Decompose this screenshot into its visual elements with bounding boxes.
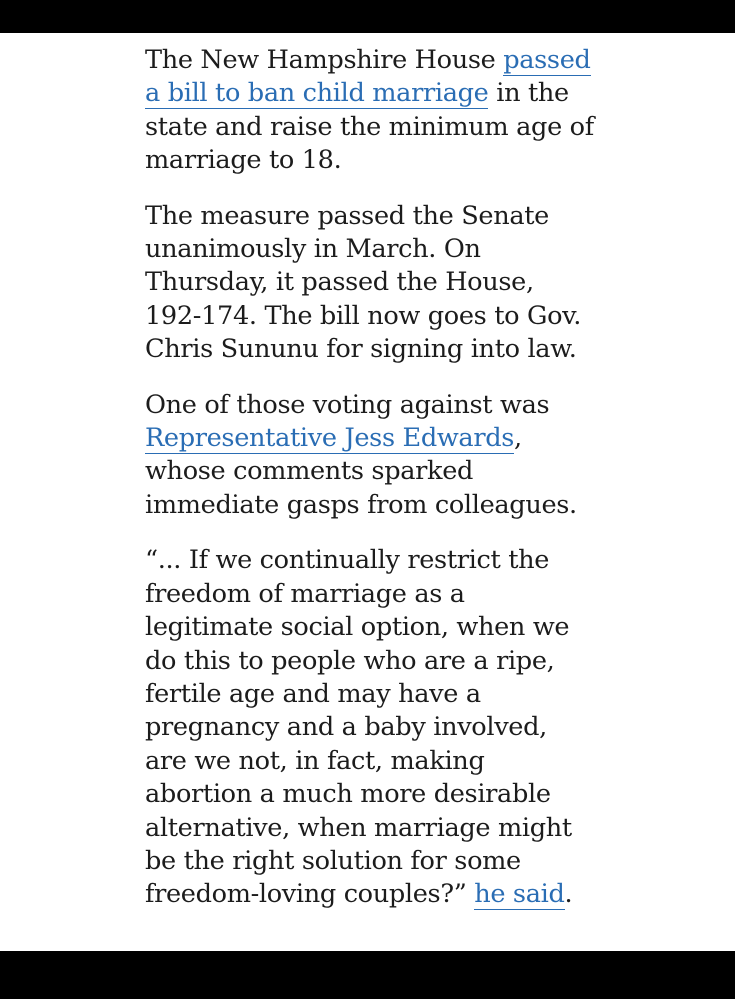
paragraph-3 (145, 389, 595, 523)
ban-child-marriage-link[interactable]: passed a bill to ban child marriage (145, 45, 591, 109)
quote-text: “... If we continually restrict the freedom of marriage as a legitimate social option, when we do this to people who are a ripe, fertile age and may have a pregnancy and a baby involved, are we not, in fact, making abortion a much more desirable alternative, when marriage might be the right solution for some freedom-loving couples?” (145, 545, 572, 910)
paragraph-3-text-end: , whose comments sparked immediate gasps from colleagues. (145, 423, 577, 520)
paragraph-1 (145, 44, 595, 178)
article-page (0, 33, 735, 951)
paragraph-3-text-start: One of those voting against was (145, 389, 550, 420)
paragraph-1-text-end: in the state and raise the minimum age of marriage to 18. (145, 78, 594, 176)
article-body (145, 44, 595, 934)
he-said-link[interactable]: he said (474, 879, 565, 910)
quote-text-end: . (564, 879, 573, 910)
quote-paragraph (145, 544, 595, 911)
bottom-black-bar (0, 951, 735, 999)
paragraph-1-text-start: The New Hampshire House (145, 45, 504, 75)
paragraph-2: The measure passed the Senate unanimously in March. On Thursday, it passed the House, 192-174. The bill now goes to Gov. Chris Sununu for signing into law. (145, 200, 582, 365)
representative-jess-edwards-link[interactable]: Representative Jess Edwards (145, 423, 515, 454)
top-black-bar (0, 0, 735, 33)
